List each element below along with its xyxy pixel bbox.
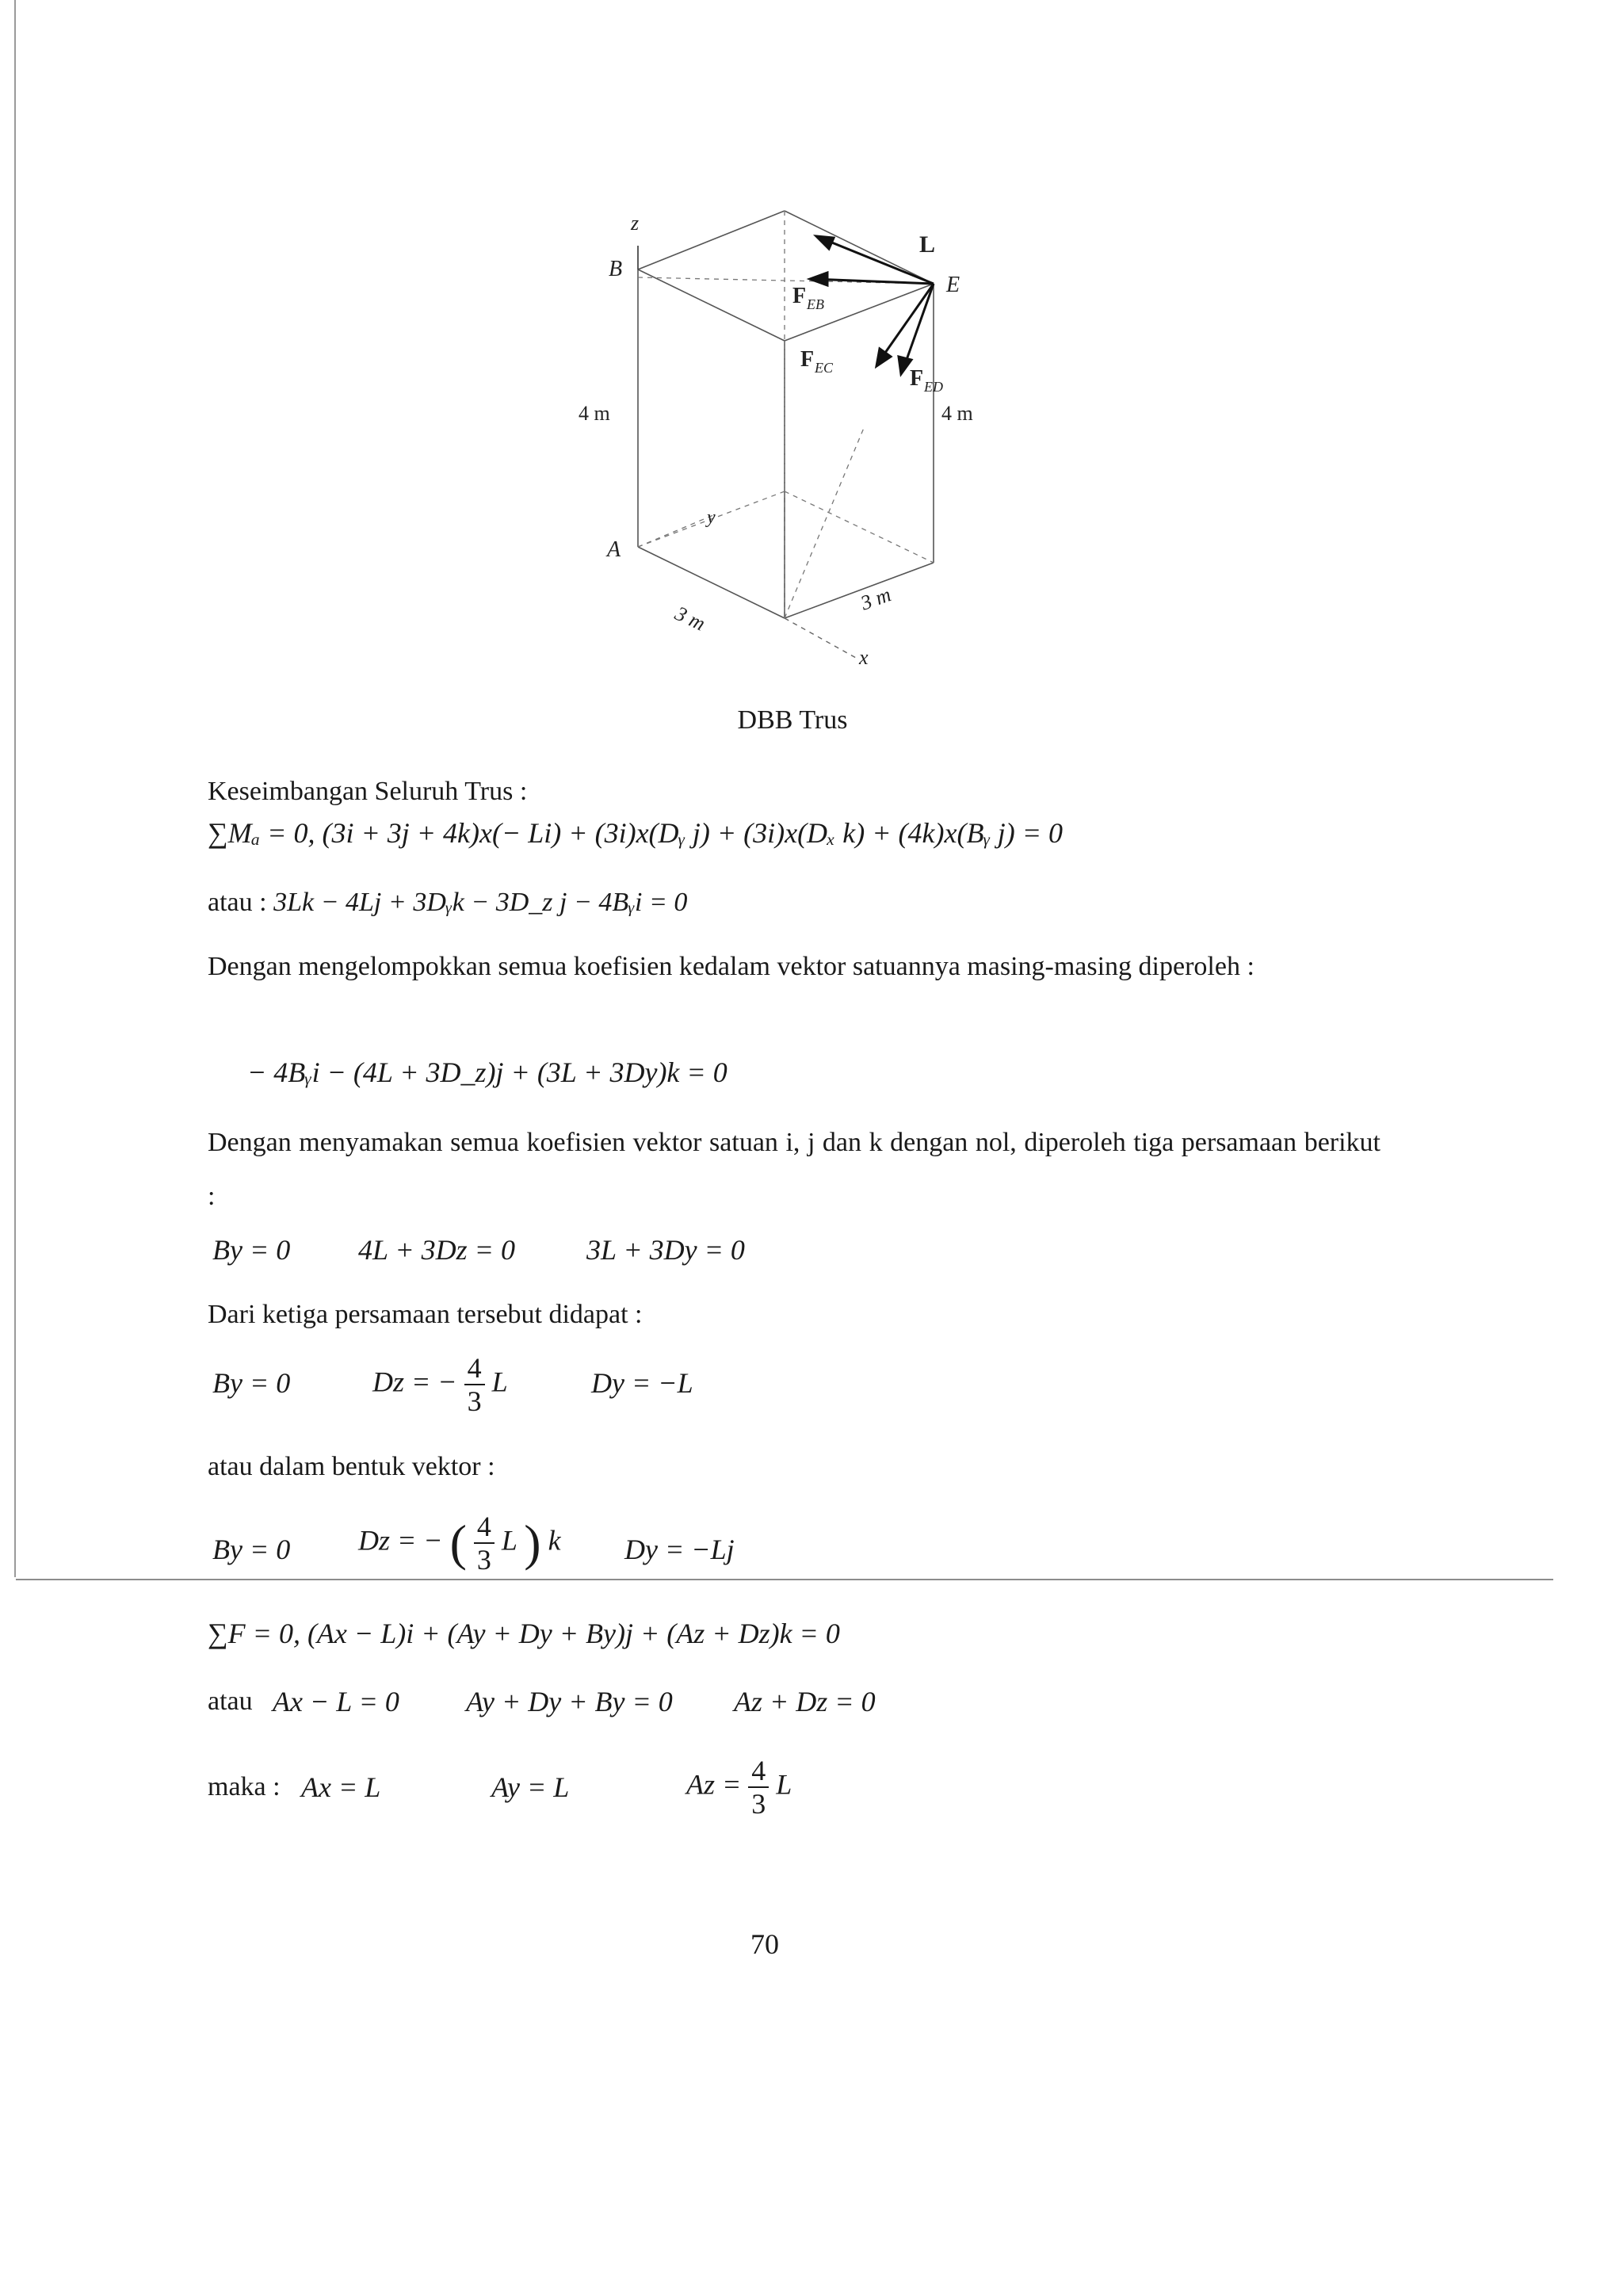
scan-horizontal-rule (16, 1579, 1553, 1580)
maka-az: Az = $\frac{4}{3}$ L (686, 1755, 792, 1820)
paragraph-result: Dari ketiga persamaan tersebut didapat : (208, 1300, 643, 1329)
vector-by: By = 0 (212, 1534, 291, 1565)
equation-dy: 3L + 3Dy = 0 (586, 1234, 745, 1266)
truss-diagram-svg (555, 190, 999, 697)
label-height-right: 4 m (941, 402, 973, 425)
force-atau-label: atau (208, 1687, 253, 1716)
solution-dz: Dz = − $\frac{4}{3}$ L (372, 1352, 508, 1417)
force-ax-eq: Ax − L = 0 (273, 1686, 399, 1717)
solution-dy: Dy = −L (591, 1367, 693, 1399)
vector-dz: Dz = − ( $\frac{4}{3}$ L ) k (358, 1511, 561, 1576)
equation-atau-row (208, 888, 687, 918)
equation-dz: 4L + 3Dz = 0 (358, 1234, 515, 1266)
label-b: B (609, 257, 623, 281)
label-fed-sub: ED (924, 379, 943, 395)
solution-by: By = 0 (212, 1367, 291, 1399)
paragraph-vector-form: atau dalam bentuk vektor : (208, 1452, 495, 1481)
label-fec-sub: EC (815, 360, 834, 376)
truss-diagram (555, 190, 999, 697)
equation-atau: 3Lk − 4Lj + 3Dᵧk − 3D_z j − 4Bᵧi = 0 (273, 888, 688, 917)
equation-by: By = 0 (212, 1234, 291, 1266)
label-a: A (607, 537, 621, 562)
force-ay-eq: Ay + Dy + By = 0 (466, 1686, 673, 1717)
label-feb-sub: EB (807, 296, 824, 312)
vector-dy: Dy = −Lj (624, 1534, 735, 1565)
maka-ax: Ax = L (301, 1771, 381, 1803)
label-feb: F (792, 284, 807, 308)
label-x: x (859, 646, 869, 669)
equation-force-sum: ∑F = 0, (Ax − L)i + (Ay + Dy + By)j + (Az + Dz)k = 0 (208, 1618, 840, 1649)
label-height-left: 4 m (579, 402, 610, 425)
fraction-four-thirds: $\frac{4}{3}$ (748, 1755, 769, 1820)
label-z: z (631, 212, 640, 235)
label-y: y (707, 507, 716, 528)
label-l: L (919, 231, 936, 258)
equation-grouped: − 4Bᵧi − (4L + 3D_z)j + (3L + 3Dy)k = 0 (247, 1056, 727, 1088)
force-atau-row (208, 1687, 253, 1717)
section-heading: Keseimbangan Seluruh Trus : (208, 777, 528, 806)
label-base-left: 3 m (671, 602, 709, 636)
label-fec: F (800, 347, 815, 372)
paragraph-equate: Dengan menyamakan semua koefisien vektor satuan i, j dan k dengan nol, diperoleh tiga persamaan berikut : (208, 1128, 1381, 1211)
equation-moment: ∑Mₐ = 0, (3i + 3j + 4k)x(− Li) + (3i)x(Dᵧ j) + (3i)x(Dₓ k) + (4k)x(Bᵧ j) = 0 (208, 817, 1064, 849)
label-e: E (946, 273, 960, 297)
paragraph-grouping: Dengan mengelompokkan semua koefisien kedalam vektor satuannya masing-masing diperoleh : (208, 952, 1254, 981)
fraction-four-thirds: $\frac{4}{3}$ (464, 1352, 485, 1417)
figure-caption: DBB Trus (737, 705, 848, 735)
maka-label: maka : (208, 1772, 281, 1801)
label-fed: F (910, 366, 924, 391)
maka-ay: Ay = L (491, 1771, 570, 1803)
fraction-four-thirds: $\frac{4}{3}$ (474, 1511, 495, 1576)
label-base-right: 3 m (857, 583, 895, 615)
page-number: 70 (750, 1928, 779, 1960)
atau-label: atau : (208, 888, 267, 917)
force-az-eq: Az + Dz = 0 (734, 1686, 876, 1717)
scan-left-rule (14, 0, 16, 1577)
